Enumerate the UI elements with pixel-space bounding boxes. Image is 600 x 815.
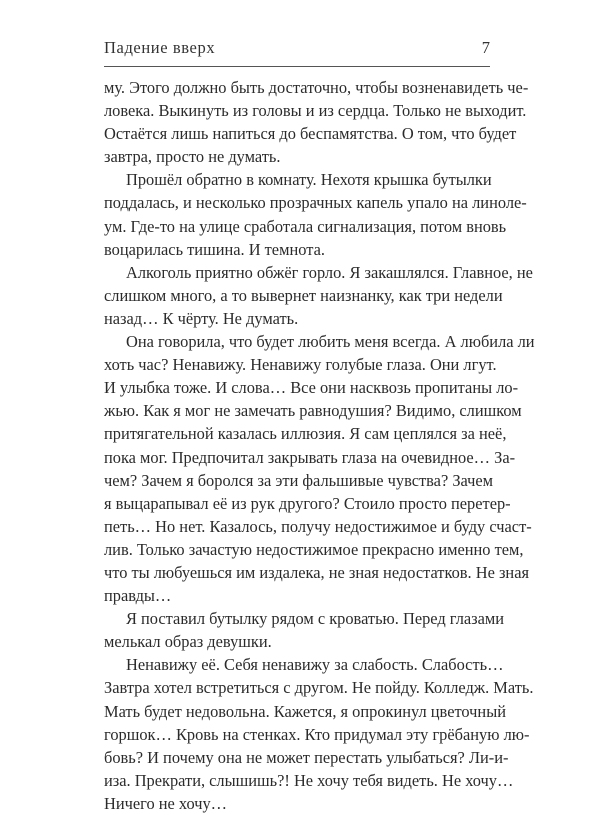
text-line: Я поставил бутылку рядом с кроватью. Перед глазами <box>126 609 505 629</box>
running-title: Падение вверх <box>104 38 216 57</box>
text-line: я выцарапывал её из рук другого? Стоило просто перетер- <box>104 493 511 513</box>
text-line: ловека. Выкинуть из головы и из сердца. Только не выходит. <box>104 101 527 121</box>
text-line: Она говорила, что будет любить меня всегда. А любила ли <box>126 332 535 352</box>
text-line: ум. Где-то на улице сработала сигнализация, потом вновь <box>104 216 507 236</box>
text-line: Ничего не хочу… <box>104 793 228 813</box>
text-line: поддалась, и несколько прозрачных капель упало на линоле- <box>104 193 527 213</box>
text-line: Ненавижу её. Себя ненавижу за слабость. Слабость… <box>126 655 504 675</box>
text-line: воцарилась тишина. И темнота. <box>104 239 325 259</box>
text-line: Алкоголь приятно обжёг горло. Я закашлялся. Главное, не <box>126 262 533 282</box>
text-line: му. Этого должно быть достаточно, чтобы возненавидеть че- <box>104 78 529 97</box>
text-line: мелькал образ девушки. <box>104 632 272 652</box>
header-rule <box>104 66 490 67</box>
text-line: назад… К чёрту. Не думать. <box>104 308 299 328</box>
text-line: Прошёл обратно в комнату. Нехотя крышка бутылки <box>126 170 492 190</box>
text-line: Завтра хотел встретиться с другом. Не пойду. Колледж. Мать. <box>104 678 534 698</box>
text-line: горшок… Кровь на стенках. Кто придумал эту грёбаную лю- <box>104 724 530 744</box>
text-line: петь… Но нет. Казалось, получу недостижимое и буду счаст- <box>104 516 532 536</box>
paragraph <box>104 653 534 815</box>
text-line: лив. Только зачастую недостижимое прекрасно именно тем, <box>104 539 524 559</box>
text-line: пока мог. Предпочитал закрывать глаза на очевидное… За- <box>104 447 516 467</box>
paragraph <box>104 607 505 653</box>
body-text <box>104 76 535 815</box>
text-line: слишком много, а то вывернет наизнанку, как три недели <box>104 285 503 305</box>
text-line: Остаётся лишь напиться до беспамятства. О том, что будет <box>104 124 517 144</box>
text-line: Мать будет недовольна. Кажется, я опрокинул цветочный <box>104 701 506 721</box>
paragraph <box>104 261 533 330</box>
text-line: что ты любуешься им издалека, не зная недостатков. Не зная <box>104 562 530 582</box>
paragraph <box>104 76 529 168</box>
text-line: завтра, просто не думать. <box>104 147 281 167</box>
text-line: жью. Как я мог не замечать равнодушия? Видимо, слишком <box>104 401 522 421</box>
text-line: хоть час? Ненавижу. Ненавижу голубые глаза. Они лгут. <box>104 355 497 375</box>
text-line: бовь? И почему она не может перестать улыбаться? Ли-и- <box>104 747 509 767</box>
text-line: правды… <box>104 586 172 606</box>
paragraph <box>104 330 535 607</box>
text-line: И улыбка тоже. И слова… Все они насквозь пропитаны ло- <box>104 378 519 398</box>
text-line: иза. Прекрати, слышишь?! Не хочу тебя видеть. Не хочу… <box>104 770 514 790</box>
text-line: чем? Зачем я боролся за эти фальшивые чувства? Зачем <box>104 470 494 490</box>
running-header <box>104 38 490 66</box>
text-line: притягательной казалась иллюзия. Я сам цеплялся за неё, <box>104 424 507 444</box>
paragraph <box>104 168 527 260</box>
page-number: 7 <box>481 38 490 57</box>
